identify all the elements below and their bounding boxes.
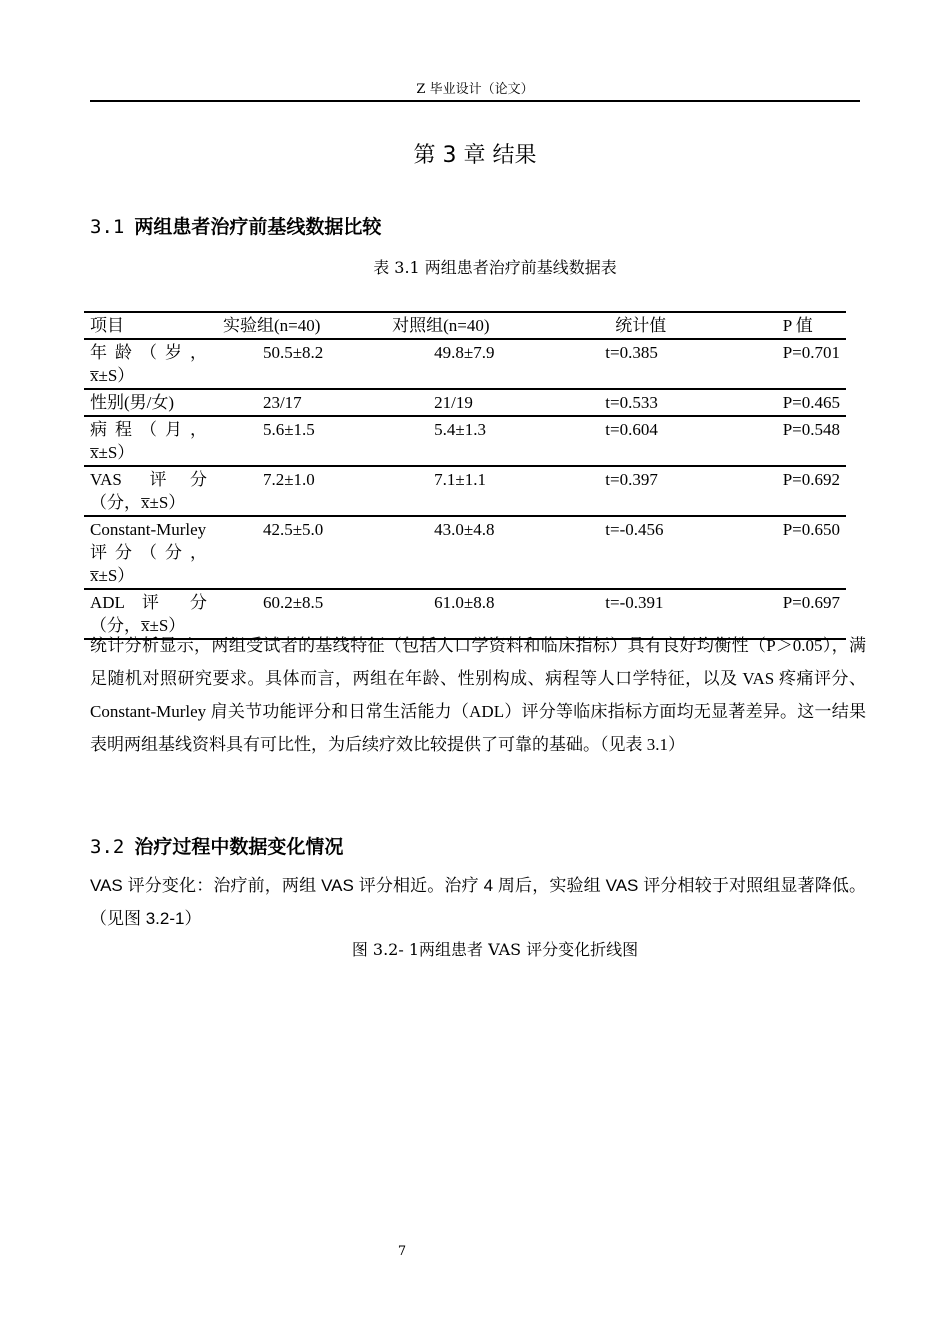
baseline-data-table: [84, 311, 846, 640]
table-row: [84, 389, 846, 416]
running-header: Z 毕业设计（论文）: [416, 82, 534, 97]
table-cell: P=0.465: [782, 393, 840, 412]
table-cell: t=0.397: [605, 470, 658, 489]
table-header-row: [84, 312, 846, 339]
table-cell: 7.2±1.0: [262, 470, 315, 489]
section-number: 3.1: [90, 216, 125, 238]
table-cell: 60.2±8.5: [262, 593, 324, 612]
table-cell: P=0.701: [782, 343, 840, 362]
table-cell: 5.4±1.3: [434, 420, 486, 439]
table-cell-item: 病 程 （ 月 ， x̅±S）: [90, 420, 207, 462]
table-caption: 表 3.1 两组患者治疗前基线数据表: [373, 258, 617, 277]
section-number: 3.2: [90, 836, 125, 858]
table-cell: t=-0.456: [605, 520, 664, 539]
table-cell: t=0.385: [605, 343, 658, 362]
column-header: 实验组(n=40): [222, 316, 321, 335]
table-cell: 23/17: [262, 393, 302, 412]
section-heading-3-2: [90, 832, 343, 859]
table-cell: P=0.548: [782, 420, 840, 439]
results-paragraph: 统计分析显示，两组受试者的基线特征（包括人口学资料和临床指标）具有良好均衡性（P＞0.05），满足随机对照研究要求。具体而言，两组在年龄、性别构成、病程等人口学特征，以及 VAS 疼痛评分、Constant-Murley 肩关节功能评分和日常生活能力（ADL）评分等临床指标方面均无显著差异。这一结果表明两组基线资料具有可比性，为后续疗效比较提供了可靠的基础。（见表 3.1）: [90, 636, 866, 754]
table-cell-item: ADL 评 分 （分，x̅±S）: [90, 593, 207, 635]
table-cell: P=0.692: [782, 470, 840, 489]
table-row: [84, 416, 846, 466]
table-cell: t=0.533: [605, 393, 658, 412]
table-cell: P=0.650: [782, 520, 840, 539]
column-header: 统计值: [615, 316, 667, 335]
table-cell: t=0.604: [605, 420, 658, 439]
table-cell-item: VAS 评分（分，x̅±S）: [90, 470, 207, 512]
chapter-title: 第 3 章 结果: [413, 143, 537, 168]
table-row: [84, 339, 846, 389]
figure-caption: 图 3.2- 1两组患者 VAS 评分变化折线图: [351, 940, 639, 959]
table-cell: t=-0.391: [605, 593, 664, 612]
column-header: 项目: [90, 316, 124, 335]
table-cell-item: Constant-Murley 评 分 （ 分 ， x̅±S）: [90, 520, 207, 585]
table-cell: 5.6±1.5: [262, 420, 315, 439]
column-header: 对照组(n=40): [392, 316, 490, 335]
column-header: P 值: [782, 316, 813, 335]
section-heading-3-1: [90, 212, 381, 239]
page-number: 7: [397, 1244, 407, 1259]
table-cell: 50.5±8.2: [262, 343, 324, 362]
section-title: 治疗过程中数据变化情况: [134, 836, 344, 858]
table-cell: 42.5±5.0: [262, 520, 324, 539]
header-rule: [90, 100, 860, 102]
table-cell: 49.8±7.9: [434, 343, 495, 362]
table-cell: 43.0±4.8: [434, 520, 495, 539]
table-cell: 7.1±1.1: [434, 470, 486, 489]
table-row: [84, 466, 846, 516]
table-cell-item: 性别(男/女): [90, 393, 175, 412]
table-cell: 21/19: [434, 393, 473, 412]
table-cell-item: 年 龄 （ 岁 ， x̅±S）: [90, 343, 207, 385]
table-cell: P=0.697: [782, 593, 840, 612]
table-cell: 61.0±8.8: [434, 593, 495, 612]
table-row: [84, 516, 846, 589]
section-title: 两组患者治疗前基线数据比较: [134, 216, 382, 238]
vas-paragraph: VAS 评分变化：治疗前，两组 VAS 评分相近。治疗 4 周后，实验组 VAS 评分相较于对照组显著降低。（见图 3.2-1）: [90, 876, 866, 928]
